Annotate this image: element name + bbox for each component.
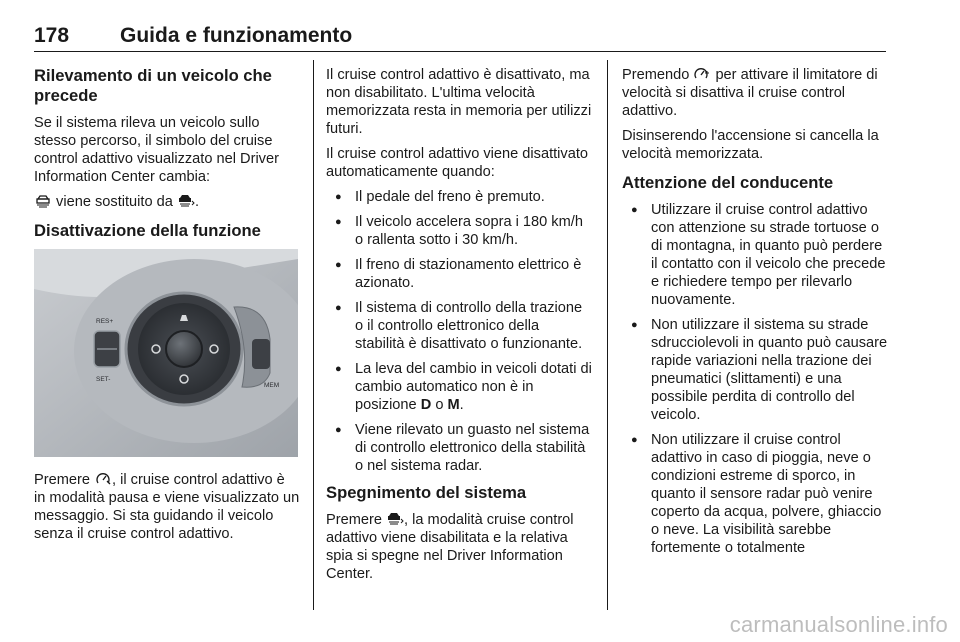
limiter-end: per attivare il limitatore di velocità si disattiva il cruise control adattivo. <box>622 67 878 119</box>
column-1 <box>34 66 300 550</box>
list-item: ● Non utilizzare il cruise control adattivo in caso di pioggia, neve o condizioni estreme di sporco, in quanto il sensore radar può venire coperto da acqua, polvere, ghiaccio o neve. La visibilità sarebbe fortemente o totalmente <box>622 431 888 557</box>
watermark: carmanualsonline.info <box>729 612 948 637</box>
column-3 <box>622 66 888 565</box>
adaptive-cruise-icon <box>386 512 404 526</box>
pause-text-start: Premere <box>34 472 95 488</box>
mem-label: MEM <box>264 382 280 389</box>
paragraph-system-off <box>326 511 592 583</box>
gear-d: D <box>420 397 432 413</box>
heading-deactivation: Disattivazione della funzione <box>34 221 261 240</box>
gear-m: M <box>447 397 460 413</box>
paragraph-auto-deactivation: Il cruise control adattivo viene disattivato automaticamente quando: <box>326 146 589 180</box>
system-off-start: Premere <box>326 512 387 528</box>
limiter-start: Premendo <box>622 67 694 83</box>
list-item: ● Utilizzare il cruise control adattivo con attenzione su strade tortuose o di montagna, in quanto può perdere il contatto con il veicolo che precede e richiedere tempo per rilevarlo nuovamente. <box>622 201 888 309</box>
list-item: ● Non utilizzare il sistema su strade sdrucciolevoli in quanto può causare rapide variazioni nella trazione dei pneumatici (slittamenti) e una possibile perdita di controllo del veicolo. <box>622 316 888 424</box>
heading-system-off: Spegnimento del sistema <box>326 483 527 502</box>
list-item: ● Il freno di stazionamento elettrico è azionato. <box>326 256 592 292</box>
list-item: ● Il sistema di controllo della trazione o il controllo elettronico della stabilità è disattivato o funzionante. <box>326 299 592 353</box>
adaptive-cruise-no-vehicle-icon <box>34 194 52 208</box>
paragraph-deactivated: Il cruise control adattivo è disattivato, ma non disabilitato. L'ultima velocità memorizzata resta in memoria per utilizzi futuri. <box>326 67 592 137</box>
column-divider-1 <box>313 60 314 610</box>
symbol-change-end: . <box>194 194 199 210</box>
symbol-change-text: viene sostituito da <box>52 194 177 210</box>
paragraph-ignition: Disinserendo l'accensione si cancella la velocità memorizzata. <box>622 128 879 162</box>
cruise-pause-icon <box>94 472 112 486</box>
paragraph-symbol-change <box>34 193 300 211</box>
list-item: ● Il pedale del freno è premuto. <box>326 188 592 206</box>
column-divider-2 <box>607 60 608 610</box>
page-header <box>34 22 886 52</box>
gear-end: . <box>459 397 464 413</box>
page-number: 178 <box>34 24 70 47</box>
speed-limiter-icon <box>693 67 711 81</box>
gear-text: La leva del cambio in veicoli dotati di cambio automatico non è in posizione <box>355 361 592 413</box>
column-2 <box>326 66 592 590</box>
driver-attention-list <box>622 201 888 557</box>
paragraph-detection: Se il sistema rileva un veicolo sullo stesso percorso, il simbolo del cruise control adattivo visualizzato nel Driver Information Center cambia: <box>34 115 279 185</box>
gear-or: o <box>431 397 448 413</box>
heading-driver-attention: Attenzione del conducente <box>622 173 834 192</box>
paragraph-limiter <box>622 66 888 120</box>
steering-wheel-controls-image <box>34 249 298 457</box>
adaptive-cruise-vehicle-ahead-icon <box>177 194 195 208</box>
res-label: RES+ <box>96 318 114 325</box>
section-title: Guida e funzionamento <box>120 24 353 47</box>
set-label: SET- <box>96 376 111 383</box>
pause-text-end: , il cruise control adattivo è in modalità pausa e viene visualizzato un messaggio. Si sta guidando il veicolo senza il cruise control adattivo. <box>34 472 300 542</box>
list-item: ● Il veicolo accelera sopra i 180 km/h o rallenta sotto i 30 km/h. <box>326 213 592 249</box>
paragraph-pause <box>34 471 300 543</box>
heading-vehicle-detection: Rilevamento di un veicolo che precede <box>34 66 272 105</box>
list-item <box>326 360 592 414</box>
auto-deactivation-list <box>326 188 592 475</box>
list-item: ● Viene rilevato un guasto nel sistema di controllo elettronico della stabilità o nel sistema radar. <box>326 421 592 475</box>
system-off-end: , la modalità cruise control adattivo viene disabilitata e la relativa spia si spegne nel Driver Information Center. <box>326 512 574 582</box>
